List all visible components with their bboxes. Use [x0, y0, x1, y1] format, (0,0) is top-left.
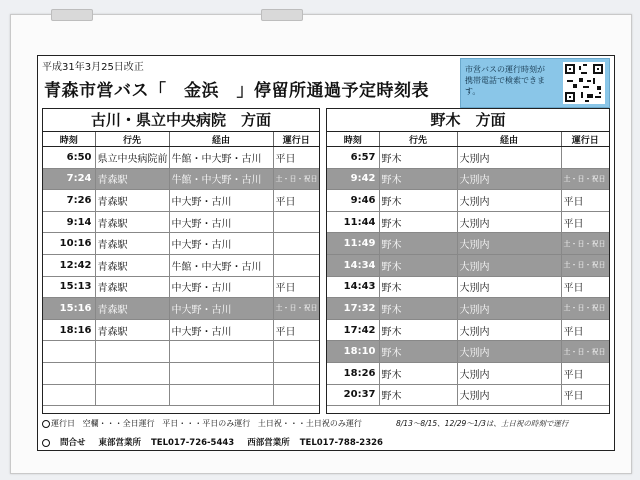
operating-days: 平日	[561, 319, 609, 341]
timetable-row	[43, 190, 319, 212]
timetable-right	[327, 132, 609, 406]
route-via: 中大野・古川	[169, 233, 273, 255]
destination: 青森駅	[95, 276, 169, 298]
operating-days	[561, 147, 609, 169]
operating-days: 平日	[561, 384, 609, 406]
operating-days	[273, 384, 319, 406]
timetable-row	[43, 341, 319, 363]
route-via: 牛館・中大野・古川	[169, 147, 273, 169]
destination: 野木	[379, 254, 457, 276]
destination: 野木	[379, 190, 457, 212]
departure-time	[43, 341, 95, 363]
destination: 青森駅	[95, 233, 169, 255]
timetable-row	[327, 384, 609, 406]
route-via: 大別内	[457, 276, 561, 298]
destination: 野木	[379, 319, 457, 341]
route-via: 牛館・中大野・古川	[169, 168, 273, 190]
timetable-sheet	[10, 14, 632, 474]
departure-time: 15:16	[43, 298, 95, 320]
departure-time: 18:10	[327, 341, 379, 363]
departure-time	[43, 384, 95, 406]
operating-days: 平日	[273, 147, 319, 169]
operating-days: 土・日・祝日	[273, 168, 319, 190]
timetable-row	[327, 233, 609, 255]
departure-time: 18:16	[43, 319, 95, 341]
departure-time: 9:46	[327, 190, 379, 212]
route-via: 大別内	[457, 147, 561, 169]
circle-bullet-icon	[42, 439, 50, 447]
operating-days	[273, 211, 319, 233]
route-via: 大別内	[457, 211, 561, 233]
direction-title: 古川・県立中央病院 方面	[43, 109, 319, 132]
legend-label: 運行日	[51, 419, 75, 428]
departure-time: 11:44	[327, 211, 379, 233]
timetable-row	[43, 362, 319, 384]
route-via: 中大野・古川	[169, 319, 273, 341]
destination: 野木	[379, 341, 457, 363]
departure-time: 20:37	[327, 384, 379, 406]
destination: 野木	[379, 168, 457, 190]
operating-days: 平日	[273, 319, 319, 341]
timetable-row	[327, 298, 609, 320]
destination	[95, 384, 169, 406]
destination: 県立中央病院前	[95, 147, 169, 169]
operating-days: 土・日・祝日	[273, 298, 319, 320]
inquiry	[42, 436, 393, 448]
departure-time: 17:32	[327, 298, 379, 320]
departure-time: 6:50	[43, 147, 95, 169]
destination: 野木	[379, 384, 457, 406]
route-via: 中大野・古川	[169, 298, 273, 320]
route-via: 大別内	[457, 168, 561, 190]
header-time: 時刻	[43, 132, 95, 147]
page-title: 青森市営バス「 金浜 」停留所通過予定時刻表	[44, 81, 429, 101]
route-via: 大別内	[457, 233, 561, 255]
departure-time: 12:42	[43, 254, 95, 276]
header-destination: 行先	[95, 132, 169, 147]
operating-days: 平日	[561, 211, 609, 233]
route-via: 大別内	[457, 319, 561, 341]
route-via	[169, 341, 273, 363]
route-via	[169, 384, 273, 406]
timetable-left	[43, 132, 319, 406]
operating-days: 土・日・祝日	[561, 341, 609, 363]
departure-time: 10:16	[43, 233, 95, 255]
timetable-row	[327, 190, 609, 212]
route-via: 中大野・古川	[169, 276, 273, 298]
timetable-row	[327, 168, 609, 190]
operating-days: 平日	[561, 276, 609, 298]
route-via: 大別内	[457, 362, 561, 384]
legend-holiday: 土日祝・・・土日祝のみ運行	[257, 419, 362, 428]
departure-time: 9:42	[327, 168, 379, 190]
revision-date: 平成31年3月25日改正	[42, 62, 144, 73]
departure-time: 9:14	[43, 211, 95, 233]
destination: 青森駅	[95, 168, 169, 190]
destination: 青森駅	[95, 254, 169, 276]
legend-weekday: 平日・・・平日のみ運行	[162, 419, 251, 428]
mobile-search-box	[460, 58, 610, 108]
header-time: 時刻	[327, 132, 379, 147]
operating-days: 土・日・祝日	[561, 168, 609, 190]
timetable-row	[43, 211, 319, 233]
destination: 青森駅	[95, 211, 169, 233]
destination: 野木	[379, 211, 457, 233]
panel-furukawa	[42, 108, 320, 414]
operating-days: 土・日・祝日	[561, 233, 609, 255]
circle-bullet-icon	[42, 420, 50, 428]
destination: 野木	[379, 362, 457, 384]
route-via: 中大野・古川	[169, 190, 273, 212]
destination: 野木	[379, 233, 457, 255]
legend	[42, 418, 569, 429]
route-via: 大別内	[457, 298, 561, 320]
timetable-row	[327, 276, 609, 298]
timetable-row	[43, 233, 319, 255]
timetable-row	[43, 384, 319, 406]
header-destination: 行先	[379, 132, 457, 147]
route-via: 大別内	[457, 254, 561, 276]
destination	[95, 362, 169, 384]
operating-days: 平日	[561, 190, 609, 212]
operating-days: 平日	[561, 362, 609, 384]
timetable-right-body	[327, 147, 609, 406]
header-days: 運行日	[273, 132, 319, 147]
departure-time: 14:34	[327, 254, 379, 276]
operating-days	[273, 233, 319, 255]
departure-time: 15:13	[43, 276, 95, 298]
route-via: 牛館・中大野・古川	[169, 254, 273, 276]
destination: 野木	[379, 276, 457, 298]
qr-code-icon[interactable]	[563, 62, 605, 104]
timetable-row	[43, 254, 319, 276]
departure-time: 14:43	[327, 276, 379, 298]
timetable-row	[327, 254, 609, 276]
timetable-row	[327, 147, 609, 169]
timetable-row	[327, 341, 609, 363]
header-via: 経由	[457, 132, 561, 147]
holiday-note: 8/13～8/15、12/29～1/3は、土日祝の時刻で運行	[396, 419, 569, 428]
timetable-row	[327, 362, 609, 384]
operating-days: 土・日・祝日	[561, 298, 609, 320]
operating-days: 土・日・祝日	[561, 254, 609, 276]
header-via: 経由	[169, 132, 273, 147]
timetable-row	[43, 147, 319, 169]
inquiry-label: 問合せ	[60, 438, 86, 448]
operating-days	[273, 254, 319, 276]
route-via: 中大野・古川	[169, 211, 273, 233]
destination: 青森駅	[95, 190, 169, 212]
operating-days	[273, 341, 319, 363]
west-office-phone[interactable]: TEL017-788-2326	[299, 438, 383, 448]
direction-title: 野木 方面	[327, 109, 609, 132]
east-office: 東部営業所	[98, 438, 141, 448]
header-days: 運行日	[561, 132, 609, 147]
route-via	[169, 362, 273, 384]
route-via: 大別内	[457, 190, 561, 212]
timetable-document	[37, 55, 615, 451]
east-office-phone[interactable]: TEL017-726-5443	[151, 438, 235, 448]
timetable-row	[327, 319, 609, 341]
destination: 野木	[379, 298, 457, 320]
timetable-row	[43, 276, 319, 298]
departure-time: 6:57	[327, 147, 379, 169]
panel-nogi	[326, 108, 610, 414]
timetable-row	[43, 319, 319, 341]
tape-mark	[51, 9, 93, 21]
departure-time	[43, 362, 95, 384]
mobile-note: 市営バスの運行時刻が携帯電話で検索できます。	[465, 65, 545, 96]
destination: 野木	[379, 147, 457, 169]
departure-time: 17:42	[327, 319, 379, 341]
destination: 青森駅	[95, 298, 169, 320]
timetable-row	[43, 298, 319, 320]
legend-daily: 空欄・・・全日運行	[82, 419, 155, 428]
tape-mark	[261, 9, 303, 21]
destination	[95, 341, 169, 363]
route-via: 大別内	[457, 341, 561, 363]
departure-time: 11:49	[327, 233, 379, 255]
west-office: 西部営業所	[247, 438, 290, 448]
operating-days	[273, 362, 319, 384]
operating-days: 平日	[273, 190, 319, 212]
operating-days: 平日	[273, 276, 319, 298]
destination: 青森駅	[95, 319, 169, 341]
timetable-row	[327, 211, 609, 233]
route-via: 大別内	[457, 384, 561, 406]
departure-time: 18:26	[327, 362, 379, 384]
departure-time: 7:26	[43, 190, 95, 212]
timetable-row	[43, 168, 319, 190]
timetable-left-body	[43, 147, 319, 406]
departure-time: 7:24	[43, 168, 95, 190]
